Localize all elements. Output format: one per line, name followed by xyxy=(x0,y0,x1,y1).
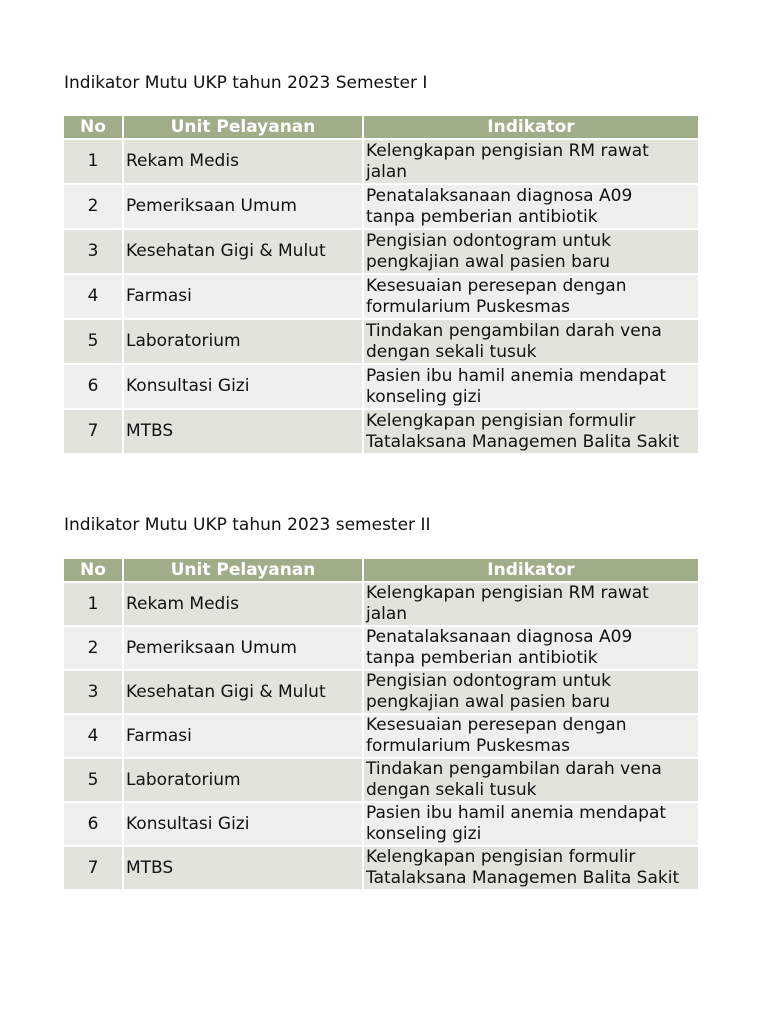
unit-cell: Laboratorium xyxy=(123,319,363,364)
row-number: 3 xyxy=(64,670,123,714)
column-header-no: No xyxy=(64,116,123,139)
indikator-line: Pengisian odontogram untuk xyxy=(366,230,611,251)
indikator-line: jalan xyxy=(366,604,408,624)
indikator-line: jalan xyxy=(366,161,408,182)
indikator-cell xyxy=(363,670,698,714)
indikator-line: Kesesuaian peresepan dengan xyxy=(366,715,627,735)
row-number: 7 xyxy=(64,846,123,889)
column-header-unit: Unit Pelayanan xyxy=(123,559,363,582)
row-number: 2 xyxy=(64,184,123,229)
indikator-line: Kelengkapan pengisian formulir xyxy=(366,410,636,431)
indikator-line: konseling gizi xyxy=(366,386,482,407)
indikator-line: Pengisian odontogram untuk xyxy=(366,671,611,691)
unit-cell: Rekam Medis xyxy=(123,582,363,626)
indikator-cell xyxy=(363,714,698,758)
table-row xyxy=(64,626,698,670)
table-header-row xyxy=(64,116,698,139)
unit-cell: Konsultasi Gizi xyxy=(123,802,363,846)
indikator-line: Penatalaksanaan diagnosa A09 xyxy=(366,185,633,206)
table-row xyxy=(64,670,698,714)
table-row xyxy=(64,139,698,184)
indikator-line: dengan sekali tusuk xyxy=(366,341,537,362)
indikator-line: Penatalaksanaan diagnosa A09 xyxy=(366,627,633,647)
indicator-table-semester-1 xyxy=(64,116,698,453)
unit-cell: Kesehatan Gigi & Mulut xyxy=(123,670,363,714)
row-number: 3 xyxy=(64,229,123,274)
table-row xyxy=(64,274,698,319)
unit-cell: MTBS xyxy=(123,409,363,453)
table-row xyxy=(64,319,698,364)
indikator-line: Tindakan pengambilan darah vena xyxy=(366,320,662,341)
row-number: 5 xyxy=(64,319,123,364)
column-header-indikator: Indikator xyxy=(363,116,698,139)
table-row xyxy=(64,364,698,409)
row-number: 4 xyxy=(64,274,123,319)
indikator-line: pengkajian awal pasien baru xyxy=(366,251,611,272)
indikator-line: formularium Puskesmas xyxy=(366,736,570,756)
table-header-row xyxy=(64,559,698,582)
indikator-line: konseling gizi xyxy=(366,824,482,844)
row-number: 6 xyxy=(64,802,123,846)
unit-cell: Kesehatan Gigi & Mulut xyxy=(123,229,363,274)
indikator-line: tanpa pemberian antibiotik xyxy=(366,648,598,668)
indikator-cell xyxy=(363,229,698,274)
section-title-semester-1: Indikator Mutu UKP tahun 2023 Semester I xyxy=(64,73,428,93)
row-number: 4 xyxy=(64,714,123,758)
indikator-line: Tindakan pengambilan darah vena xyxy=(366,759,662,779)
indikator-cell xyxy=(363,802,698,846)
unit-cell: Rekam Medis xyxy=(123,139,363,184)
row-number: 2 xyxy=(64,626,123,670)
indikator-line: Kesesuaian peresepan dengan xyxy=(366,275,627,296)
unit-cell: Pemeriksaan Umum xyxy=(123,626,363,670)
indikator-line: Pasien ibu hamil anemia mendapat xyxy=(366,803,667,823)
table-row xyxy=(64,758,698,802)
indikator-cell xyxy=(363,626,698,670)
table-row xyxy=(64,714,698,758)
indikator-line: dengan sekali tusuk xyxy=(366,780,537,800)
indikator-cell xyxy=(363,582,698,626)
row-number: 1 xyxy=(64,139,123,184)
indikator-cell xyxy=(363,846,698,889)
table-row xyxy=(64,184,698,229)
row-number: 1 xyxy=(64,582,123,626)
row-number: 6 xyxy=(64,364,123,409)
indikator-line: Pasien ibu hamil anemia mendapat xyxy=(366,365,667,386)
unit-cell: Farmasi xyxy=(123,274,363,319)
indikator-cell xyxy=(363,319,698,364)
indikator-line: Kelengkapan pengisian formulir xyxy=(366,847,636,867)
indikator-cell xyxy=(363,364,698,409)
column-header-no: No xyxy=(64,559,123,582)
indikator-line: Tatalaksana Managemen Balita Sakit xyxy=(366,868,680,888)
row-number: 7 xyxy=(64,409,123,453)
indikator-line: Kelengkapan pengisian RM rawat xyxy=(366,140,649,161)
unit-cell: Konsultasi Gizi xyxy=(123,364,363,409)
table-row xyxy=(64,846,698,889)
column-header-unit: Unit Pelayanan xyxy=(123,116,363,139)
indikator-cell xyxy=(363,409,698,453)
unit-cell: Pemeriksaan Umum xyxy=(123,184,363,229)
indikator-line: formularium Puskesmas xyxy=(366,296,570,317)
indikator-line: tanpa pemberian antibiotik xyxy=(366,206,598,227)
indikator-line: Kelengkapan pengisian RM rawat xyxy=(366,583,649,603)
unit-cell: Laboratorium xyxy=(123,758,363,802)
indikator-line: Tatalaksana Managemen Balita Sakit xyxy=(366,431,680,452)
indikator-cell xyxy=(363,184,698,229)
unit-cell: MTBS xyxy=(123,846,363,889)
indikator-cell xyxy=(363,758,698,802)
table-row xyxy=(64,802,698,846)
column-header-indikator: Indikator xyxy=(363,559,698,582)
section-title-semester-2: Indikator Mutu UKP tahun 2023 semester II xyxy=(64,515,431,535)
unit-cell: Farmasi xyxy=(123,714,363,758)
row-number: 5 xyxy=(64,758,123,802)
indikator-cell xyxy=(363,139,698,184)
table-row xyxy=(64,582,698,626)
indikator-line: pengkajian awal pasien baru xyxy=(366,692,611,712)
table-row xyxy=(64,409,698,453)
indikator-cell xyxy=(363,274,698,319)
indicator-table-semester-2 xyxy=(64,559,698,889)
table-row xyxy=(64,229,698,274)
